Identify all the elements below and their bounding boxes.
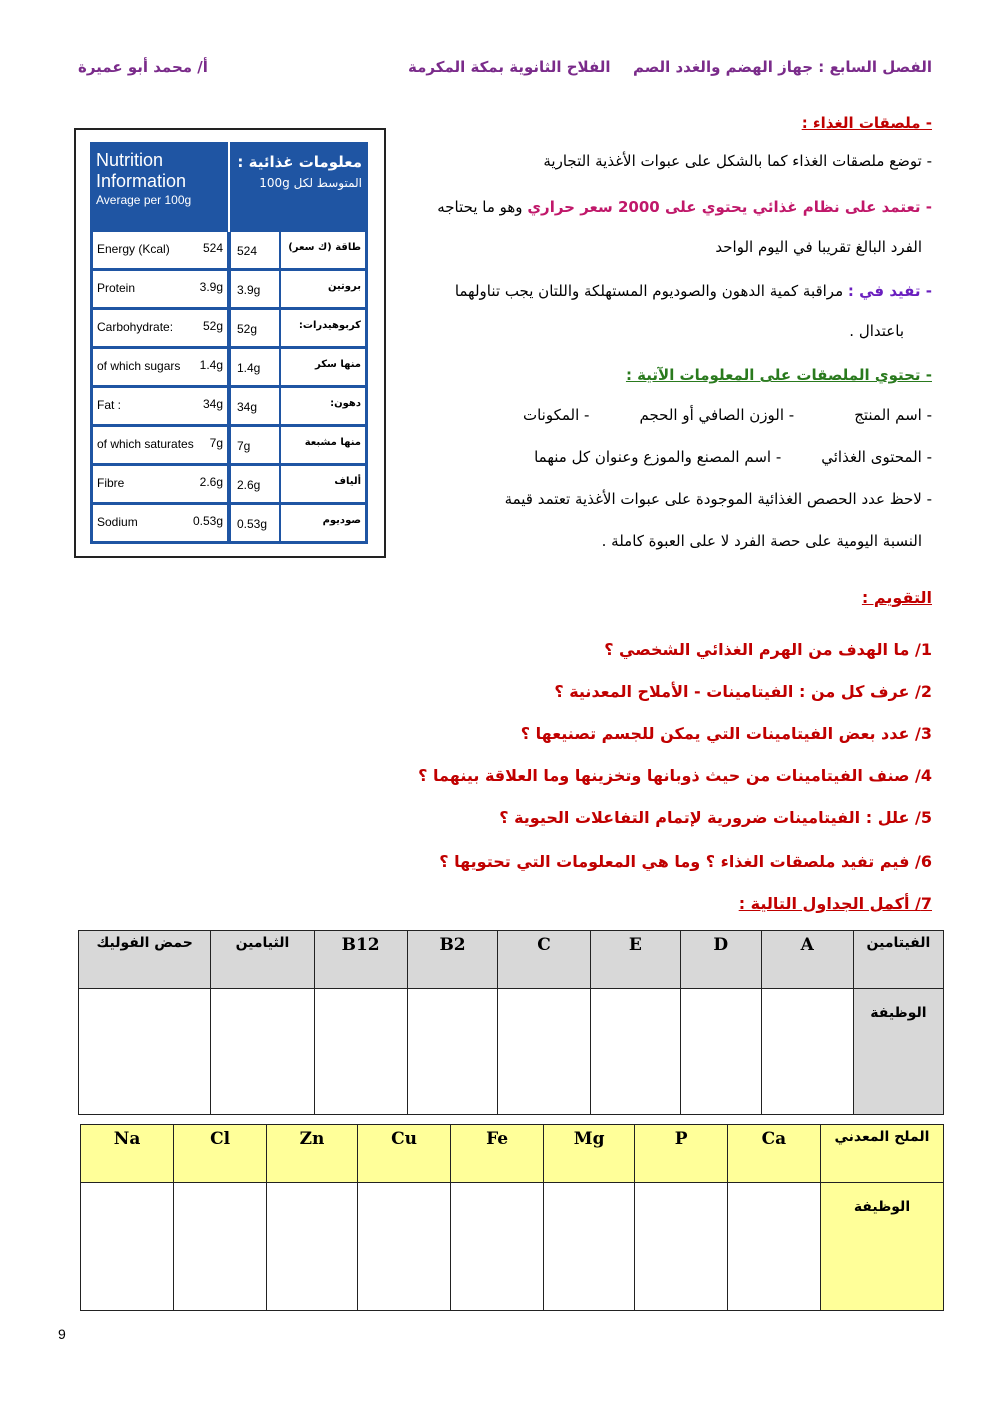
section-line-2: - تعتمد على نظام غذائي يحتوي على 2000 سعر حراري وهو ما يحتاجه <box>437 198 932 216</box>
section-line-1: - توضع ملصقات الغذاء كما بالشكل على عبوات الأغذية التجارية <box>543 152 932 170</box>
page-number: 9 <box>58 1326 66 1342</box>
info-items-2: - المحتوى الغذائي- اسم المصنع والموزع وعنوان كل منهما <box>534 448 932 466</box>
chapter-title: الفصل السابع : جهاز الهضم والغدد الصم <box>632 58 932 76</box>
vitamin-col: C <box>498 931 590 989</box>
nutrition-label <box>90 142 368 544</box>
function-label: الوظيفة <box>853 989 943 1115</box>
section-line-3: الفرد البالغ تقريبا في اليوم الواحد <box>715 238 922 256</box>
vitamin-col: B2 <box>407 931 498 989</box>
label-row: Sodium 0.53g 0.53g صوديوم <box>93 505 365 541</box>
minerals-table <box>80 1124 944 1311</box>
label-header-en: Nutrition Information Average per 100g <box>96 150 192 207</box>
label-rows <box>93 232 365 544</box>
info-items-1: - اسم المنتج- الوزن الصافي أو الحجم- المكونات <box>522 406 932 424</box>
label-row: Fat : 34g 34g دهون: <box>93 388 365 424</box>
section-title: - ملصقات الغذاء : <box>801 114 932 132</box>
vitamin-col: حمض الفوليك <box>79 931 211 989</box>
answer-cell[interactable] <box>544 1183 635 1311</box>
mineral-col: Cu <box>358 1125 451 1183</box>
section-line-5: باعتدال . <box>849 322 904 340</box>
answer-cell[interactable] <box>79 989 211 1115</box>
vitamin-col: D <box>680 931 761 989</box>
label-row: Energy (Kcal) 524 524 طاقة (ك سعر) <box>93 232 365 268</box>
label-row: Fibre 2.6g 2.6g ألياف <box>93 466 365 502</box>
vitamin-col: الثيامين <box>211 931 314 989</box>
info-title: - تحتوي الملصقات على المعلومات الآتية : <box>625 366 932 384</box>
mineral-col: Mg <box>544 1125 635 1183</box>
minerals-header-row <box>81 1125 944 1183</box>
answer-cell[interactable] <box>81 1183 174 1311</box>
answer-cell[interactable] <box>407 989 498 1115</box>
minerals-function-row <box>81 1183 944 1311</box>
answer-cell[interactable] <box>635 1183 728 1311</box>
mineral-col: Na <box>81 1125 174 1183</box>
answer-cell[interactable] <box>174 1183 267 1311</box>
answer-cell[interactable] <box>267 1183 358 1311</box>
vitamins-table <box>78 930 944 1115</box>
question-1: 1/ ما الهدف من الهرم الغذائي الشخصي ؟ <box>604 640 932 659</box>
school-name: الفلاح الثانوية بمكة المكرمة <box>408 58 611 76</box>
question-5: 5/ علل : الفيتامينات ضرورية لإتمام التفاعلات الحيوية ؟ <box>499 808 932 827</box>
label-header-ar: معلومات غذائية : المتوسط لكل 100g <box>237 153 362 190</box>
question-3: 3/ عدد بعض الفيتامينات التي يمكن للجسم تصنيعها ؟ <box>520 724 932 743</box>
mineral-col: Ca <box>727 1125 820 1183</box>
answer-cell[interactable] <box>727 1183 820 1311</box>
mineral-col: Fe <box>451 1125 544 1183</box>
answer-cell[interactable] <box>358 1183 451 1311</box>
label-divider <box>228 142 230 232</box>
answer-cell[interactable] <box>451 1183 544 1311</box>
mineral-col: P <box>635 1125 728 1183</box>
label-row: of which sugars 1.4g 1.4g منها سكر <box>93 349 365 385</box>
teacher-name: أ/ محمد أبو عميرة <box>78 58 208 76</box>
label-row: of which saturates 7g 7g منها مشبعة <box>93 427 365 463</box>
answer-cell[interactable] <box>680 989 761 1115</box>
minerals-row-header: الملح المعدني <box>820 1125 943 1183</box>
page-header <box>78 58 932 88</box>
mineral-col: Cl <box>174 1125 267 1183</box>
answer-cell[interactable] <box>498 989 590 1115</box>
answer-cell[interactable] <box>761 989 853 1115</box>
function-label: الوظيفة <box>820 1183 943 1311</box>
label-row: Carbohydrate: 52g 52g كربوهيدرات: <box>93 310 365 346</box>
vitamin-col: A <box>761 931 853 989</box>
note-line-2: النسبة اليومية على حصة الفرد لا على العبوة كاملة . <box>601 532 922 550</box>
question-2: 2/ عرف كل من : الفيتامينات - الأملاح المعدنية ؟ <box>554 682 932 701</box>
question-4: 4/ صنف الفيتامينات من حيث ذوبانها وتخزينها وما العلاقة بينهما ؟ <box>418 766 932 785</box>
answer-cell[interactable] <box>590 989 680 1115</box>
vitamins-function-row <box>79 989 944 1115</box>
evaluation-title: التقويم : <box>861 588 932 607</box>
vitamins-row-header: الفيتامين <box>853 931 943 989</box>
vitamins-header-row <box>79 931 944 989</box>
mineral-col: Zn <box>267 1125 358 1183</box>
vitamin-col: E <box>590 931 680 989</box>
answer-cell[interactable] <box>211 989 314 1115</box>
question-6: 6/ فيم تفيد ملصقات الغذاء ؟ وما هي المعلومات التي تحتويها ؟ <box>439 852 932 871</box>
label-row: Protein 3.9g 3.9g بروتين <box>93 271 365 307</box>
note-line-1: - لاحظ عدد الحصص الغذائية الموجودة على عبوات الأغذية تعتمد قيمة <box>504 490 932 508</box>
section-line-4: - تفيد في : مراقبة كمية الدهون والصوديوم المستهلكة واللتان يجب تناولهما <box>454 282 932 300</box>
answer-cell[interactable] <box>314 989 407 1115</box>
vitamin-col: B12 <box>314 931 407 989</box>
question-7: 7/ أكمل الجداول التالية : <box>738 894 932 913</box>
nutrition-label-figure <box>74 128 386 558</box>
